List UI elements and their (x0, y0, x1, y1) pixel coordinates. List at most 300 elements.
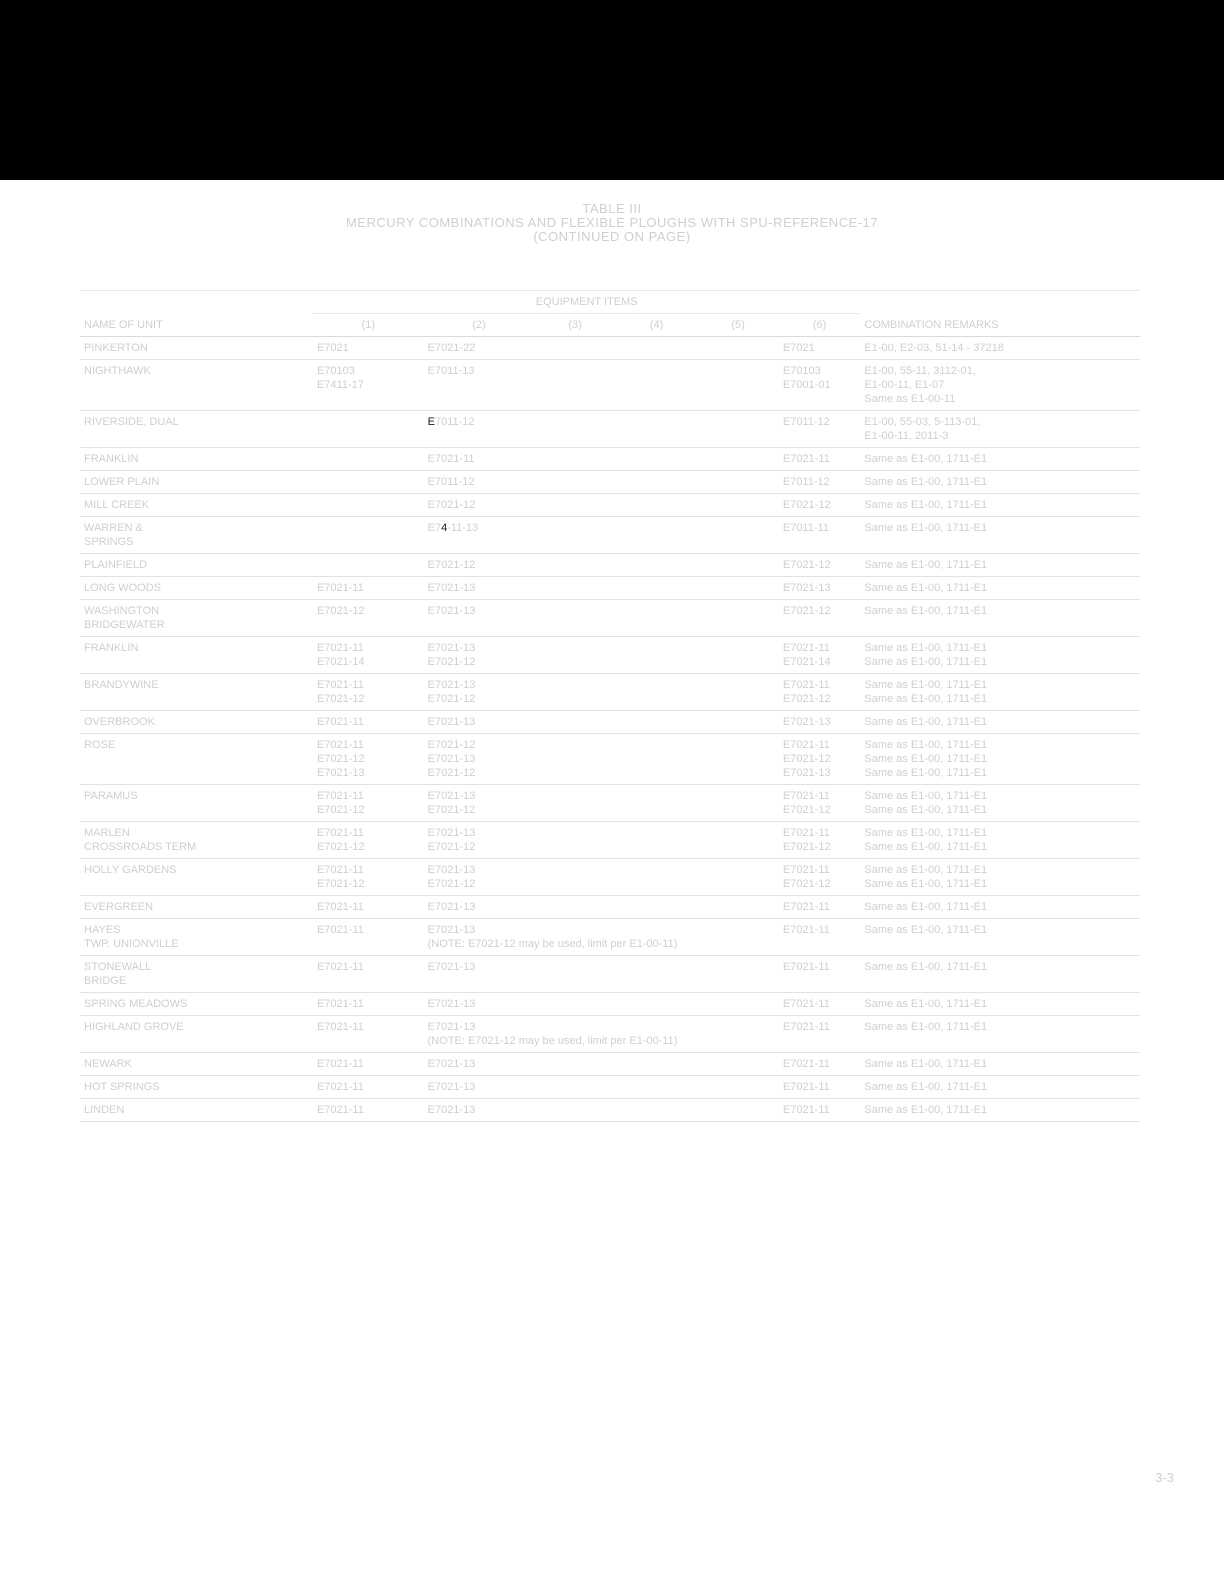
remarks-cell (860, 859, 1140, 896)
remarks-cell (860, 822, 1140, 859)
equipment-2-cell-line: E7021-13 (427, 582, 476, 594)
equipment-2-cell-line: E7021-13 (427, 716, 476, 728)
table-row (80, 517, 1140, 554)
remarks-cell (860, 734, 1140, 785)
equipment-6-cell-line: E7021-12 (782, 605, 831, 617)
equipment-3-5-cell (534, 993, 779, 1016)
remarks-cell (860, 494, 1140, 517)
remarks-cell-line: Same as E1-00, 1711-E1 (864, 878, 988, 890)
equipment-1-cell-line: E7021-14 (316, 656, 365, 668)
equipment-1-cell-line: E7021-11 (316, 790, 364, 802)
unit-name-cell-line: EVERGREEN (84, 901, 154, 913)
equipment-1-cell (313, 1053, 424, 1076)
equipment-6-cell-line: E7021-11 (782, 453, 830, 465)
equipment-6-cell-line: E7021-11 (782, 790, 830, 802)
equipment-6-cell-line: E7021-11 (782, 901, 830, 913)
equipment-3-5-cell (534, 360, 779, 411)
equipment-3-5-cell (534, 577, 779, 600)
column-header-remarks: COMBINATION REMARKS (860, 314, 1140, 337)
equipment-6-cell-line: E7021-13 (782, 716, 831, 728)
equipment-6-cell (779, 859, 861, 896)
unit-name-cell-line: WASHINGTON (84, 605, 160, 617)
equipment-3-5-cell (534, 859, 779, 896)
equipment-6-cell (779, 993, 861, 1016)
remarks-cell-line: Same as E1-00, 1711-E1 (864, 679, 988, 691)
equipment-2-cell-line: E7021-13 (427, 790, 476, 802)
unit-name-cell (80, 494, 313, 517)
equipment-1-cell (313, 919, 424, 956)
equipment-6-cell-line: E7021-12 (782, 804, 831, 816)
unit-name-cell (80, 577, 313, 600)
equipment-2-cell (424, 337, 535, 360)
equipment-6-cell-line: E7021 (782, 342, 815, 354)
remarks-cell-line: Same as E1-00, 1711-E1 (864, 1021, 988, 1033)
black-header-band (0, 0, 1224, 180)
unit-name-cell-line: LONG WOODS (84, 582, 162, 594)
equipment-1-cell-line: E7021-12 (316, 605, 365, 617)
remarks-cell-line: Same as E1-00, 1711-E1 (864, 656, 988, 668)
table-title-line-3: (CONTINUED ON PAGE) (533, 229, 691, 244)
equipment-1-cell (313, 785, 424, 822)
equipment-6-cell-line: E7021-11 (782, 679, 830, 691)
equipment-2-cell (424, 600, 535, 637)
unit-name-cell (80, 554, 313, 577)
unit-name-cell-line: OVERBROOK (84, 716, 155, 728)
equipment-2-cell-line: E7011-12 (427, 416, 475, 428)
equipment-2-cell-line: E7021-13 (427, 753, 476, 765)
equipment-3-5-cell (534, 517, 779, 554)
equipment-6-cell-line: E7021-11 (782, 1104, 830, 1116)
column-header-name: NAME OF UNIT (80, 314, 313, 337)
table-row (80, 734, 1140, 785)
column-header-e4: (4) (616, 314, 698, 337)
table-row (80, 637, 1140, 674)
equipment-1-cell-line: E7021-11 (316, 901, 364, 913)
row-note: (NOTE: E7021-12 may be used, limit per E1-00-11) (427, 1035, 678, 1047)
equipment-2-cell-line: E7021-13 (427, 1058, 476, 1070)
equipment-1-cell-line: E7021-13 (316, 767, 365, 779)
equipment-3-5-cell (534, 956, 779, 993)
remarks-cell (860, 711, 1140, 734)
unit-name-cell (80, 1016, 313, 1053)
page-number: 3-3 (1155, 1470, 1174, 1485)
remarks-cell (860, 1099, 1140, 1122)
equipment-1-cell (313, 1099, 424, 1122)
table-row (80, 494, 1140, 517)
equipment-6-cell-line: E7021-12 (782, 878, 831, 890)
remarks-cell-line: Same as E1-00, 1711-E1 (864, 767, 988, 779)
remarks-cell-line: Same as E1-00, 1711-E1 (864, 559, 988, 571)
unit-name-cell (80, 1076, 313, 1099)
equipment-6-cell (779, 517, 861, 554)
equipment-1-cell-line: E7021-11 (316, 1021, 364, 1033)
equipment-2-cell-line: E7021-13 (427, 901, 476, 913)
remarks-cell (860, 674, 1140, 711)
equipment-2-cell (424, 411, 535, 448)
remarks-cell-line: Same as E1-00, 1711-E1 (864, 753, 988, 765)
equipment-2-cell (424, 734, 535, 785)
equipment-2-cell-line: E7021-13 (427, 998, 476, 1010)
remarks-cell (860, 411, 1140, 448)
remarks-cell (860, 471, 1140, 494)
equipment-1-cell-line: E7021-12 (316, 841, 365, 853)
equipment-1-cell (313, 859, 424, 896)
table-row (80, 1016, 1140, 1053)
remarks-cell-line: E1-00-11, E1-07 (864, 379, 945, 391)
remarks-cell-line: Same as E1-00, 1711-E1 (864, 864, 988, 876)
equipment-6-cell (779, 337, 861, 360)
equipment-1-cell-line: E7021-11 (316, 998, 364, 1010)
equipment-2-cell (424, 674, 535, 711)
equipment-1-cell-line: E7021-11 (316, 679, 364, 691)
remarks-cell (860, 1016, 1140, 1053)
unit-name-cell (80, 448, 313, 471)
unit-name-cell (80, 734, 313, 785)
equipment-2-cell-line: E7021-22 (427, 342, 476, 354)
equipment-6-cell-line: E7021-11 (782, 961, 830, 973)
equipment-3-5-cell (534, 1076, 779, 1099)
unit-name-cell-line: CROSSROADS TERM (84, 841, 197, 853)
unit-name-cell (80, 1053, 313, 1076)
unit-name-cell-line: ROSE (84, 739, 116, 751)
remarks-cell-line: Same as E1-00, 1711-E1 (864, 998, 988, 1010)
table-title (0, 202, 1224, 244)
unit-name-cell-line: HOT SPRINGS (84, 1081, 160, 1093)
equipment-items-header: EQUIPMENT ITEMS (313, 291, 860, 314)
remarks-cell-line: Same as E1-00, 1711-E1 (864, 924, 988, 936)
equipment-6-cell (779, 360, 861, 411)
unit-name-cell (80, 411, 313, 448)
equipment-3-5-cell (534, 785, 779, 822)
column-header-e5: (5) (697, 314, 779, 337)
table-row (80, 337, 1140, 360)
equipment-3-5-cell (534, 674, 779, 711)
remarks-cell (860, 785, 1140, 822)
unit-name-cell (80, 1099, 313, 1122)
remarks-cell-line: E1-00, 55-03, 5-113-01, (864, 416, 981, 428)
equipment-2-cell-line: E7011-13 (427, 365, 475, 377)
equipment-6-cell-line: E7021-11 (782, 998, 830, 1010)
equipment-3-5-cell (534, 637, 779, 674)
equipment-6-cell (779, 471, 861, 494)
table-body (80, 337, 1140, 1122)
unit-name-cell-line: RIVERSIDE, DUAL (84, 416, 179, 428)
equipment-3-5-cell (534, 471, 779, 494)
remarks-cell-line: Same as E1-00, 1711-E1 (864, 716, 988, 728)
remarks-cell (860, 1053, 1140, 1076)
legible-glyph: E (427, 416, 435, 428)
equipment-1-cell (313, 411, 424, 448)
remarks-cell-line: Same as E1-00, 1711-E1 (864, 582, 988, 594)
equipment-3-5-cell (534, 448, 779, 471)
equipment-6-cell-line: E7021-12 (782, 753, 831, 765)
equipment-1-cell-line: E7021-11 (316, 642, 364, 654)
equipment-1-cell-line: E7021-11 (316, 961, 364, 973)
equipment-1-cell (313, 360, 424, 411)
equipment-1-cell (313, 993, 424, 1016)
equipment-1-cell (313, 637, 424, 674)
equipment-2-cell (424, 577, 535, 600)
unit-name-cell-line: PLAINFIELD (84, 559, 147, 571)
equipment-3-5-cell (534, 896, 779, 919)
equipment-1-cell (313, 337, 424, 360)
equipment-2-cell-line: E7021-13 (427, 642, 476, 654)
equipment-2-cell (424, 517, 535, 554)
unit-name-cell-line: STONEWALL (84, 961, 152, 973)
table-row (80, 1053, 1140, 1076)
equipment-2-cell (424, 1099, 535, 1122)
unit-name-cell-line: FRANKLIN (84, 453, 139, 465)
equipment-2-cell-line: E7021-13 (427, 679, 476, 691)
equipment-6-cell-line: E7021-11 (782, 739, 830, 751)
equipment-1-cell (313, 494, 424, 517)
unit-name-cell (80, 896, 313, 919)
remarks-cell-line: Same as E1-00, 1711-E1 (864, 453, 988, 465)
unit-name-cell-line: HAYES (84, 924, 121, 936)
equipment-1-cell (313, 1076, 424, 1099)
equipment-3-5-cell (534, 411, 779, 448)
equipment-1-cell-line: E7021-12 (316, 693, 365, 705)
unit-name-cell-line: HOLLY GARDENS (84, 864, 177, 876)
equipment-1-cell (313, 517, 424, 554)
unit-name-cell-line: LINDEN (84, 1104, 125, 1116)
remarks-cell (860, 637, 1140, 674)
equipment-6-cell-line: E7021-12 (782, 499, 831, 511)
table-row (80, 411, 1140, 448)
equipment-2-cell (424, 471, 535, 494)
remarks-cell-line: Same as E1-00, 1711-E1 (864, 827, 988, 839)
equipment-1-cell-line: E7021-11 (316, 739, 364, 751)
equipment-2-cell (424, 711, 535, 734)
equipment-2-cell-line: E7021-12 (427, 878, 476, 890)
equipment-2-cell-line: E7021-12 (427, 804, 476, 816)
remarks-cell-line: Same as E1-00, 1711-E1 (864, 739, 988, 751)
equipment-6-cell (779, 1053, 861, 1076)
equipment-3-5-cell (534, 734, 779, 785)
unit-name-cell (80, 674, 313, 711)
equipment-6-cell-line: E7011-12 (782, 416, 830, 428)
remarks-cell-line: Same as E1-00, 1711-E1 (864, 790, 988, 802)
equipment-6-cell (779, 448, 861, 471)
unit-name-cell (80, 711, 313, 734)
legible-glyph: 4 (441, 522, 448, 534)
equipment-6-cell-line: E7021-11 (782, 642, 830, 654)
equipment-table (80, 290, 1140, 1122)
equipment-2-cell-line: E7021-12 (427, 693, 476, 705)
equipment-6-cell (779, 1099, 861, 1122)
equipment-2-cell-line: E7021-13 (427, 605, 476, 617)
table-row (80, 577, 1140, 600)
equipment-6-cell (779, 785, 861, 822)
equipment-6-cell-line: E7021-11 (782, 1021, 830, 1033)
table-row (80, 1076, 1140, 1099)
equipment-1-cell-line: E7021-11 (316, 1081, 364, 1093)
remarks-cell-line: E1-00-11, 2011-3 (864, 430, 949, 442)
equipment-6-cell (779, 822, 861, 859)
equipment-3-5-cell (534, 711, 779, 734)
equipment-3-5-cell (534, 1053, 779, 1076)
column-header-e3: (3) (534, 314, 616, 337)
equipment-2-cell-line: E7021-12 (427, 656, 476, 668)
equipment-6-cell-line: E7011-12 (782, 476, 830, 488)
equipment-2-cell (424, 919, 779, 956)
remarks-cell (860, 337, 1140, 360)
equipment-2-cell (424, 1076, 535, 1099)
table-title-line-1: TABLE III (582, 201, 642, 216)
equipment-6-cell (779, 494, 861, 517)
equipment-6-cell (779, 919, 861, 956)
equipment-2-cell-line: E7011-12 (427, 476, 475, 488)
remarks-cell (860, 554, 1140, 577)
remarks-cell-line: E1-00, E2-03, 51-14 - 37218 (864, 342, 1004, 354)
unit-name-cell-line: TWP. UNIONVILLE (84, 938, 179, 950)
equipment-1-cell-line: E7021-11 (316, 924, 364, 936)
equipment-6-cell (779, 600, 861, 637)
equipment-6-cell-line: E7021-12 (782, 559, 831, 571)
equipment-6-cell-line: E7021-12 (782, 693, 831, 705)
equipment-6-cell (779, 711, 861, 734)
equipment-2-cell-line: E7021-13 (427, 1104, 476, 1116)
remarks-cell-line: E1-00, 55-11, 3112-01, (864, 365, 976, 377)
unit-name-cell-line: NEWARK (84, 1058, 132, 1070)
equipment-6-cell-line: E7011-11 (782, 522, 829, 534)
equipment-2-cell-line: E7021-12 (427, 559, 476, 571)
unit-name-cell (80, 822, 313, 859)
equipment-6-cell (779, 956, 861, 993)
remarks-cell-line: Same as E1-00, 1711-E1 (864, 1058, 988, 1070)
equipment-6-cell-line: E7021-11 (782, 924, 830, 936)
equipment-2-cell (424, 993, 535, 1016)
equipment-1-cell-line: E7021-11 (316, 864, 364, 876)
column-header-e2: (2) (424, 314, 535, 337)
equipment-1-cell (313, 956, 424, 993)
unit-name-cell (80, 337, 313, 360)
equipment-2-cell (424, 448, 535, 471)
equipment-2-cell (424, 494, 535, 517)
column-header-e1: (1) (313, 314, 424, 337)
equipment-1-cell-line: E7411-17 (316, 379, 364, 391)
unit-name-cell-line: PINKERTON (84, 342, 148, 354)
equipment-2-cell (424, 785, 535, 822)
equipment-6-cell-line: E7021-11 (782, 864, 830, 876)
remarks-cell-line: Same as E1-00, 1711-E1 (864, 499, 988, 511)
equipment-2-cell-line: E74-11-13 (427, 522, 479, 534)
unit-name-cell (80, 919, 313, 956)
equipment-1-cell (313, 577, 424, 600)
equipment-6-cell-line: E7021-11 (782, 827, 830, 839)
table-row (80, 1099, 1140, 1122)
equipment-6-cell (779, 637, 861, 674)
remarks-cell (860, 956, 1140, 993)
equipment-6-cell (779, 896, 861, 919)
equipment-6-cell-line: E7021-14 (782, 656, 831, 668)
equipment-2-cell-line: E7021-13 (427, 827, 476, 839)
equipment-2-cell-line: E7021-11 (427, 453, 475, 465)
remarks-cell (860, 360, 1140, 411)
equipment-2-cell (424, 956, 535, 993)
equipment-2-cell-line: E7021-12 (427, 841, 476, 853)
equipment-1-cell-line: E7021-12 (316, 753, 365, 765)
remarks-cell (860, 600, 1140, 637)
equipment-2-cell-line: E7021-13 (427, 1021, 476, 1033)
equipment-1-cell (313, 471, 424, 494)
equipment-2-cell (424, 1016, 779, 1053)
equipment-6-cell-line: E7021-13 (782, 767, 831, 779)
equipment-2-cell-line: E7021-12 (427, 499, 476, 511)
equipment-1-cell-line: E7021-11 (316, 1058, 364, 1070)
unit-name-cell (80, 993, 313, 1016)
equipment-2-cell-line: E7021-12 (427, 739, 476, 751)
equipment-6-cell (779, 411, 861, 448)
equipment-2-cell-line: E7021-13 (427, 924, 476, 936)
table-row (80, 471, 1140, 494)
equipment-6-cell-line: E7021-11 (782, 1081, 830, 1093)
equipment-1-cell (313, 554, 424, 577)
unit-name-cell-line: WARREN & (84, 522, 143, 534)
equipment-1-cell (313, 448, 424, 471)
equipment-2-cell (424, 1053, 535, 1076)
equipment-1-cell-line: E7021-12 (316, 878, 365, 890)
equipment-6-cell (779, 1076, 861, 1099)
equipment-1-cell (313, 734, 424, 785)
equipment-2-cell-line: E7021-13 (427, 1081, 476, 1093)
remarks-cell-line: Same as E1-00, 1711-E1 (864, 841, 988, 853)
equipment-6-cell (779, 554, 861, 577)
remarks-cell (860, 517, 1140, 554)
equipment-6-cell-line: E70103 (782, 365, 821, 377)
unit-name-cell-line: MARLEN (84, 827, 130, 839)
column-header-e6: (6) (779, 314, 861, 337)
equipment-2-cell (424, 859, 535, 896)
equipment-6-cell-line: E7001-01 (782, 379, 831, 391)
remarks-cell (860, 919, 1140, 956)
unit-name-cell-line: BRIDGE (84, 975, 127, 987)
remarks-cell-line: Same as E1-00, 1711-E1 (864, 961, 988, 973)
table-row (80, 822, 1140, 859)
equipment-1-cell (313, 674, 424, 711)
equipment-1-cell (313, 1016, 424, 1053)
remarks-cell-line: Same as E1-00, 1711-E1 (864, 901, 988, 913)
equipment-1-cell-line: E7021-12 (316, 804, 365, 816)
remarks-cell-line: Same as E1-00, 1711-E1 (864, 1104, 988, 1116)
unit-name-cell-line: BRANDYWINE (84, 679, 159, 691)
unit-name-cell (80, 637, 313, 674)
equipment-3-5-cell (534, 1099, 779, 1122)
equipment-1-cell-line: E7021-11 (316, 827, 364, 839)
unit-name-cell (80, 859, 313, 896)
remarks-cell (860, 577, 1140, 600)
unit-name-cell-line: PARAMUS (84, 790, 138, 802)
table-title-line-2: MERCURY COMBINATIONS AND FLEXIBLE PLOUGHS WITH SPU-REFERENCE-17 (345, 215, 879, 230)
equipment-1-cell-line: E70103 (316, 365, 355, 377)
equipment-3-5-cell (534, 600, 779, 637)
unit-name-cell (80, 785, 313, 822)
table-row (80, 993, 1140, 1016)
remarks-cell-line: Same as E1-00-11 (864, 393, 956, 405)
equipment-3-5-cell (534, 822, 779, 859)
table-row (80, 554, 1140, 577)
table-row (80, 448, 1140, 471)
equipment-6-cell (779, 1016, 861, 1053)
equipment-1-cell (313, 896, 424, 919)
remarks-cell (860, 448, 1140, 471)
equipment-3-5-cell (534, 337, 779, 360)
equipment-6-cell (779, 734, 861, 785)
equipment-2-cell-line: E7021-12 (427, 767, 476, 779)
remarks-cell-line: Same as E1-00, 1711-E1 (864, 522, 988, 534)
table-row (80, 600, 1140, 637)
equipment-6-cell-line: E7021-11 (782, 1058, 830, 1070)
